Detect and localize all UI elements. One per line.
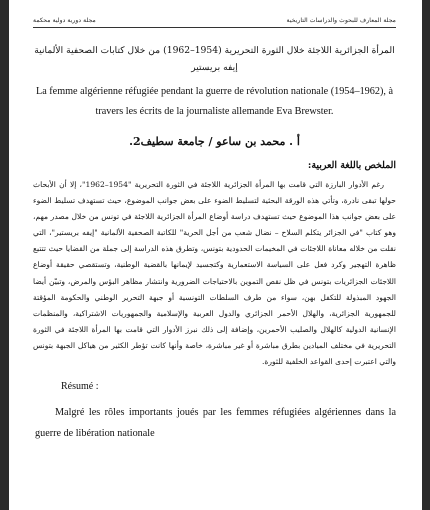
- journal-type: مجلة دورية دولية محكمة: [33, 17, 96, 24]
- article-title-arabic: المرأة الجزائرية اللاجئة خلال الثورة التحريرية (1954–1962) من خلال كتابات الصحفية الألمانية إيفه بريستير: [34, 45, 395, 73]
- french-abstract-text: Malgré les rôles importants joués par les femmes réfugiées algériennes dans la guerre de libération nationale: [35, 407, 396, 440]
- journal-header: [33, 0, 396, 28]
- french-abstract: [33, 402, 396, 444]
- journal-name: مجلة المعارف للبحوث والدراسات التاريخية: [286, 17, 396, 24]
- document-page: [9, 0, 422, 510]
- french-abstract-heading: Résumé :: [61, 381, 99, 393]
- arabic-abstract-text: رغم الأدوار البارزة التي قامت بها المرأة الجزائرية اللاجئة في الثورة التحريرية "1954–1962"، إلا أن الأبحاث حولها تبقى نادرة، وتأتي هذه الورقة البحثية لتسليط الضوء على بعض جوانب الموضوع، حيث تستهدف تسليط الضوء على بعض جوانب هذا الموضوع حيث تستهدف دراسة أوضاع المرأة الجزائرية اللاجئة في تونس من خلال مصدر مهم، وهو كتاب "في الجزائر يتكلم السلاح – نضال شعب من أجل الحرية" للكاتبة الصحفية الألمانية "إيفه بريستير"، التي نقلت من خلاله معاناة اللاجئات في المخيمات الحدودية بتونس، وتطرق هذه الدراسة إلى جملة من القضايا حيث تتتبع ظاهرة التهجير وكرد فعل على السياسة الاستعمارية وكتجسيد لإيمانها بالقضية الوطنية، وتستقصي حقيقة أوضاع اللاجئات الجزائريات بتونس في ظل نقص التموين بالاحتياجات الضرورية وانتشار مظاهر البؤس والمرض، وتبيّن أيضا الجهود المبذولة للتكفل بهن، سواء من طرف السلطات التونسية أو جبهة التحرير الوطني والحكومة المؤقتة للجمهورية الجزائرية، والهلال الأحمر الجزائري والدول العربية والإسلامية والجمهوريات الاشتراكية، والمنظمات الإنسانية الدولية كالهلال والصليب الأحمرين، وإضافة إلى ذلك نبرز الأدوار التي قامت بها المرأة اللاجئة في الثورة التحريرية في مختلف الميادين بطرق مباشرة أو غير مباشرة، خاصة وأنها كانت تؤطر الكثير من هياكل الجبهة بتونس والتي اعتبرت إحدى القواعد الخلفية للثورة.: [33, 180, 396, 367]
- arabic-abstract-heading: الملخص باللغة العربية:: [307, 160, 396, 171]
- arabic-abstract: [33, 177, 396, 370]
- article-title-french: La femme algérienne réfugiée pendant la guerre de révolution nationale (1954–1962), à travers les écrits de la journaliste allemande Eva Brewster.: [36, 86, 393, 117]
- author-affiliation: أ . محمد بن ساعو / جامعة سطيف2.: [129, 135, 300, 148]
